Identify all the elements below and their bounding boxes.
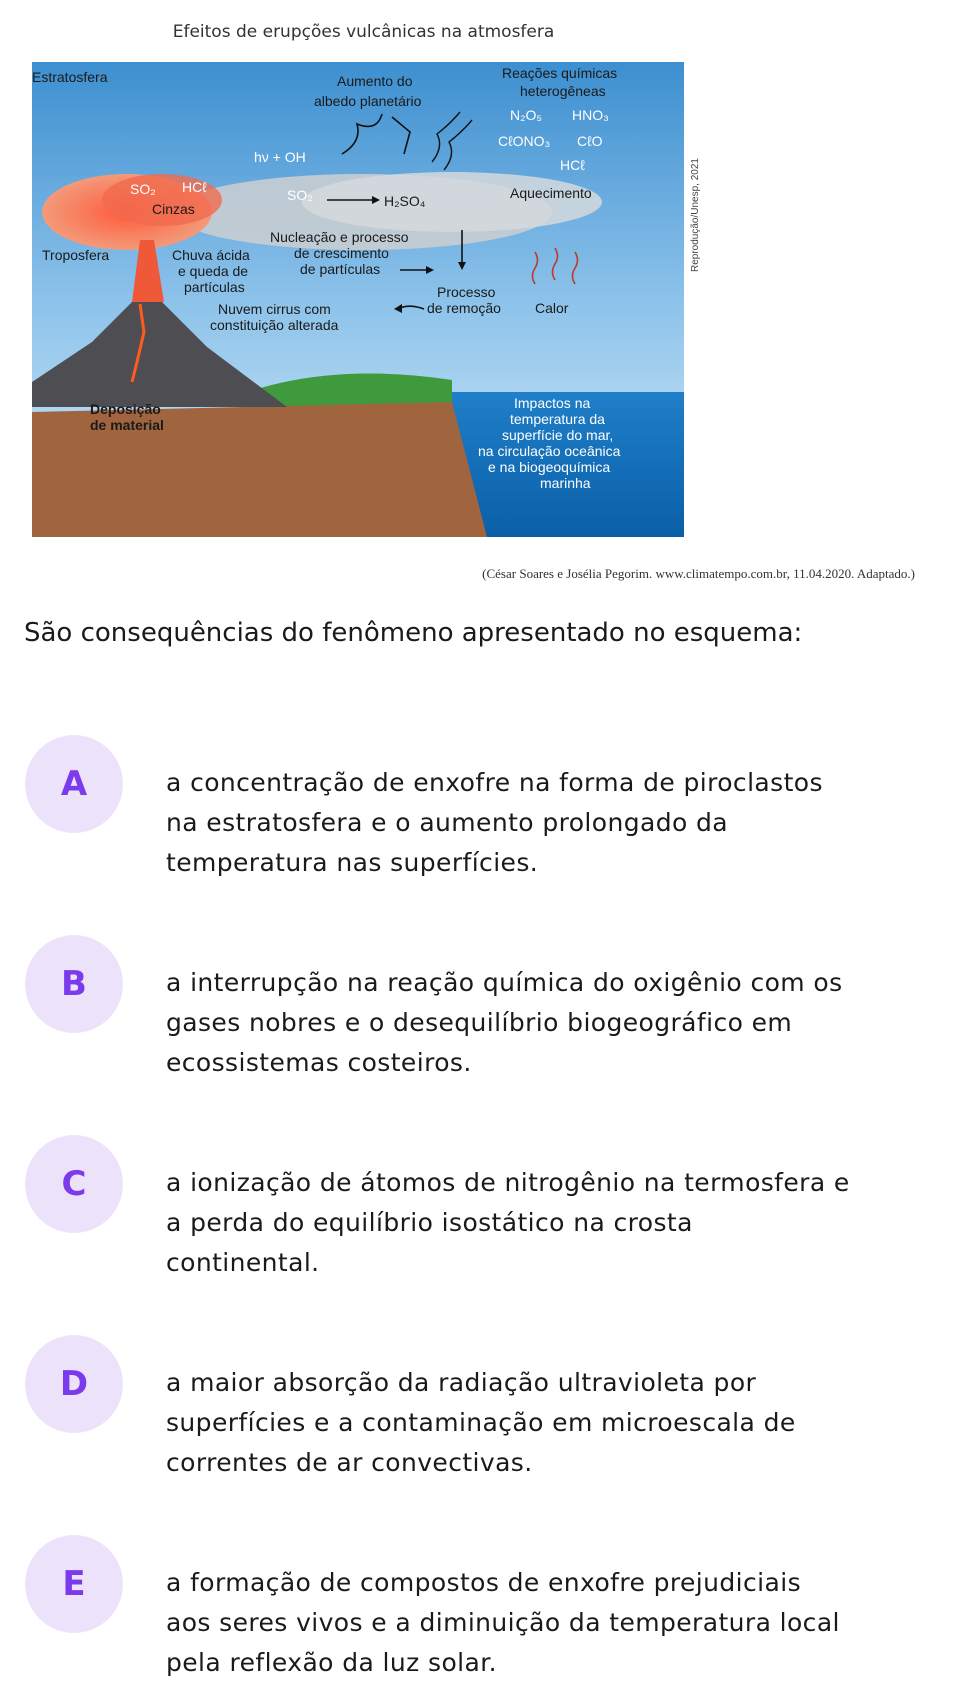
option-d-line-1: a maior absorção da radiação ultravioleta por (166, 1368, 757, 1397)
option-a-line-3: temperatura nas superfícies. (166, 848, 539, 877)
vertical-credit-text: Reprodução/Unesp, 2021 (690, 158, 701, 272)
option-b-badge[interactable] (25, 935, 123, 1033)
label-stratosphere: Estratosfera (32, 69, 108, 85)
volcano-diagram (32, 62, 684, 537)
option-b-line-2: gases nobres e o desequilíbrio biogeográfico em (166, 1008, 793, 1037)
option-a-letter: A (60, 764, 88, 804)
label-n2o5: N₂O₅ (510, 107, 543, 123)
option-a-text (166, 763, 926, 883)
figure-source: (César Soares e Josélia Pegorim. www.climatempo.com.br, 11.04.2020. Adaptado.) (482, 566, 915, 581)
option-a[interactable] (0, 735, 960, 885)
label-cirrus-1: Nuvem cirrus com (218, 301, 331, 317)
option-e-line-1: a formação de compostos de enxofre prejudiciais (166, 1568, 801, 1597)
label-processo-2: de remoção (427, 300, 501, 316)
option-c-line-3: continental. (166, 1248, 320, 1277)
volcano-diagram-svg (32, 62, 684, 537)
option-c[interactable] (0, 1135, 960, 1285)
option-e-badge[interactable] (25, 1535, 123, 1633)
option-b[interactable] (0, 935, 960, 1085)
label-albedo-2: albedo planetário (314, 93, 422, 109)
label-deposicao-1: Deposição (90, 401, 161, 417)
label-impactos-5: e na biogeoquímica (488, 459, 611, 475)
option-d-line-3: correntes de ar convectivas. (166, 1448, 533, 1477)
label-albedo-1: Aumento do (337, 73, 413, 89)
label-nucleacao-1: Nucleação e processo (270, 229, 409, 245)
label-reactions-1: Reações químicas (502, 65, 618, 81)
option-a-badge[interactable] (25, 735, 123, 833)
option-b-text (166, 963, 926, 1083)
option-e-text (166, 1563, 926, 1683)
aerosol-cloud-2 (302, 172, 602, 232)
label-chuva-3: partículas (184, 279, 245, 295)
label-clono3: CℓONO₃ (498, 133, 551, 149)
question-text: São consequências do fenômeno apresentado no esquema: (24, 618, 803, 648)
label-cirrus-2: constituição alterada (210, 317, 339, 333)
vertical-credit (688, 62, 706, 272)
label-impactos-4: na circulação oceânica (478, 443, 621, 459)
label-hcl: HCℓ (560, 157, 585, 173)
option-d-badge[interactable] (25, 1335, 123, 1433)
label-troposphere: Troposfera (42, 247, 110, 263)
label-aquecimento: Aquecimento (510, 185, 592, 201)
option-e[interactable] (0, 1535, 960, 1685)
label-chuva-2: e queda de (178, 263, 249, 279)
label-impactos-1: Impactos na (514, 395, 591, 411)
option-c-badge[interactable] (25, 1135, 123, 1233)
option-e-line-3: pela reflexão da luz solar. (166, 1648, 497, 1677)
option-d-line-2: superfícies e a contaminação em microescala de (166, 1408, 796, 1437)
label-hv-oh: hν + OH (254, 149, 306, 165)
option-b-line-1: a interrupção na reação química do oxigênio com os (166, 968, 843, 997)
option-a-line-1: a concentração de enxofre na forma de piroclastos (166, 768, 823, 797)
label-so2-mid: SO₂ (287, 187, 313, 203)
option-b-letter: B (61, 964, 87, 1004)
label-cinzas: Cinzas (152, 201, 195, 217)
label-impactos-3: superfície do mar, (502, 427, 614, 443)
label-nucleacao-2: de crescimento (294, 245, 389, 261)
option-b-line-3: ecossistemas costeiros. (166, 1048, 472, 1077)
option-c-text (166, 1163, 926, 1283)
label-hcl-left: HCℓ (182, 179, 207, 195)
label-hno3: HNO₃ (572, 107, 609, 123)
option-d-text (166, 1363, 926, 1483)
figure-title: Efeitos de erupções vulcânicas na atmosfera (172, 22, 555, 42)
label-impactos-6: marinha (540, 475, 591, 491)
option-c-line-2: a perda do equilíbrio isostático na crosta (166, 1208, 693, 1237)
label-deposicao-2: de material (90, 417, 164, 433)
label-clo: CℓO (577, 133, 603, 149)
label-processo-1: Processo (437, 284, 496, 300)
option-e-letter: E (62, 1564, 86, 1604)
option-c-line-1: a ionização de átomos de nitrogênio na termosfera e (166, 1168, 850, 1197)
label-nucleacao-3: de partículas (300, 261, 381, 277)
label-calor: Calor (535, 300, 569, 316)
option-a-line-2: na estratosfera e o aumento prolongado da (166, 808, 728, 837)
option-e-line-2: aos seres vivos e a diminuição da temperatura local (166, 1608, 840, 1637)
label-h2so4: H₂SO₄ (384, 193, 426, 209)
option-c-letter: C (61, 1164, 87, 1204)
label-impactos-2: temperatura da (510, 411, 605, 427)
label-so2-left: SO₂ (130, 181, 156, 197)
label-reactions-2: heterogêneas (520, 83, 606, 99)
label-chuva-1: Chuva ácida (172, 247, 250, 263)
option-d-letter: D (59, 1364, 89, 1404)
option-d[interactable] (0, 1335, 960, 1485)
